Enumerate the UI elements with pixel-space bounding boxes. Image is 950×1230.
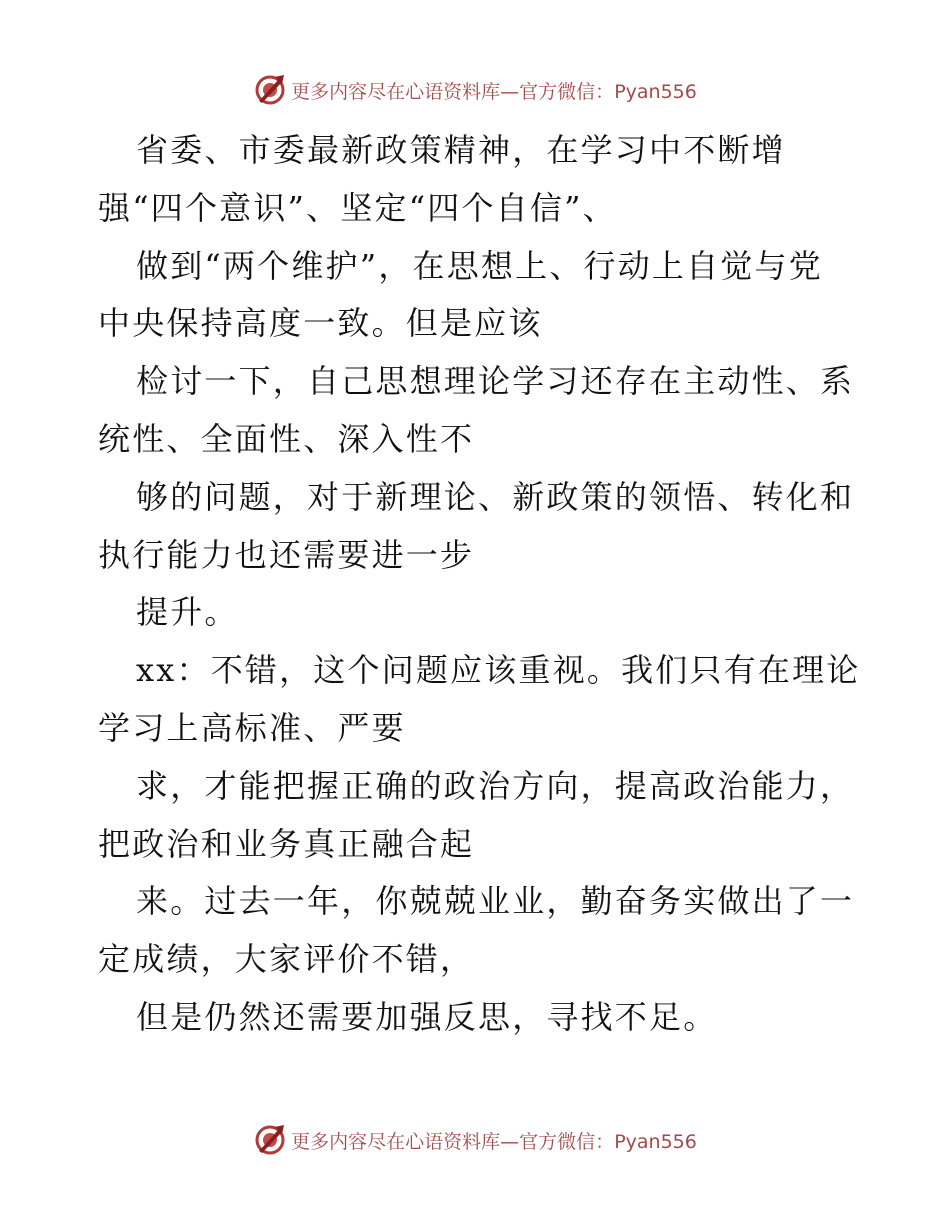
text-line: 中央保持高度一致。但是应该 (98, 304, 543, 343)
banner-text (291, 1127, 697, 1154)
text-line: xx：不错，这个问题应该重视。我们只有在理论 (136, 651, 861, 690)
text-line: 把政治和业务真正融合起 (98, 824, 475, 863)
banner-wechat-id: Pyan556 (614, 80, 697, 103)
text-line: 定成绩，大家评价不错， (98, 940, 475, 979)
text-line: 强“四个意识”、坚定“四个自信”、 (98, 188, 617, 227)
text-line: 提升。 (136, 593, 239, 632)
text-line: 省委、市委最新政策精神，在学习中不断增 (136, 131, 786, 169)
banner-wechat-id: Pyan556 (614, 1130, 697, 1153)
text-line: 求，才能把握正确的政治方向，提高政治能力， (136, 766, 855, 805)
banner-separator: — (500, 80, 520, 103)
text-line: 检讨一下，自己思想理论学习还存在主动性、系 (136, 362, 855, 401)
banner-wechat-label: 官方微信： (519, 80, 615, 103)
banner-site-name: 更多内容尽在心语资料库 (291, 1130, 501, 1153)
banner-text (291, 77, 697, 104)
text-line: 够的问题，对于新理论、新政策的领悟、转化和 (136, 477, 855, 516)
banner-separator: — (500, 1130, 520, 1153)
text-line: 来。过去一年，你兢兢业业，勤奋务实做出了一 (136, 882, 855, 921)
header-banner (0, 70, 950, 110)
footer-banner (0, 1120, 950, 1160)
quill-logo-icon (253, 73, 287, 107)
quill-logo-icon (253, 1123, 287, 1157)
text-line: 统性、全面性、深入性不 (98, 419, 475, 458)
banner-wechat-label: 官方微信： (519, 1130, 615, 1153)
text-line: 但是仍然还需要加强反思，寻找不足。 (136, 997, 718, 1036)
banner-site-name: 更多内容尽在心语资料库 (291, 80, 501, 103)
document-body (98, 122, 861, 1047)
text-line: 学习上高标准、严要 (98, 708, 406, 747)
text-line: 做到“两个维护”，在思想上、行动上自觉与党 (136, 246, 823, 285)
text-line: 执行能力也还需要进一步 (98, 535, 475, 574)
